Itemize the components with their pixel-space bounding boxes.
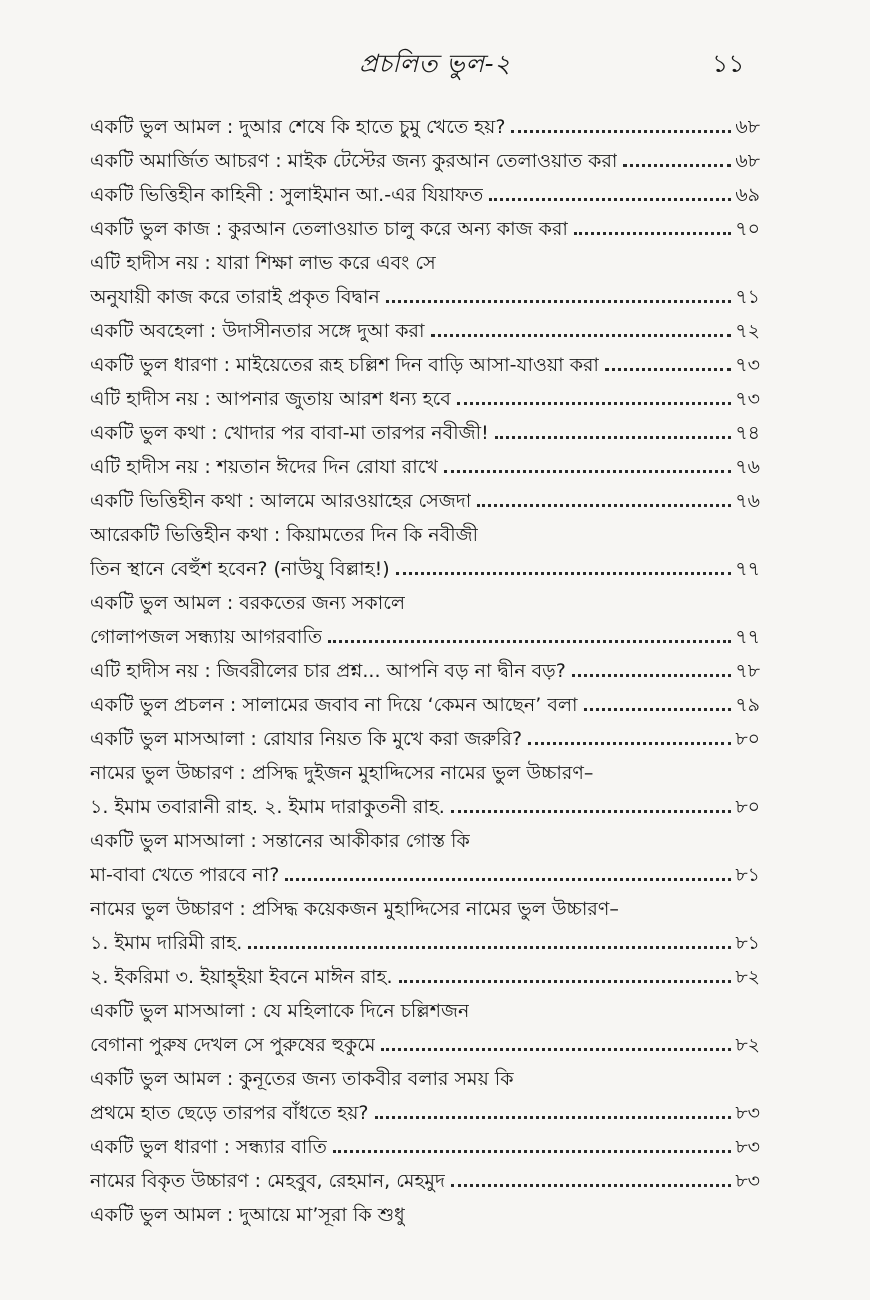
toc-entry-title: এটি হাদীস নয় : আপনার জুতায় আরশ ধন্য হবে [90,388,451,410]
toc-entry-page: ৮৩ [735,1102,760,1124]
toc-entry-page: ৬৯ [735,184,760,206]
toc-entry-title: ১. ইমাম দারিমী রাহ. [90,932,243,954]
toc-entry-title: একটি অমার্জিত আচরণ : মাইক টেস্টের জন্য কুরআন তেলাওয়াত করা [90,150,618,172]
toc-entry-title: একটি ভুল আমল : বরকতের জন্য সকালে [90,592,406,614]
toc-entry [90,756,760,790]
toc-leader-dots [584,708,732,711]
toc-entry-title: নামের বিকৃত উচ্চারণ : মেহবুব, রেহমান, মেহমুদ [90,1170,445,1192]
toc-entry-title: একটি ভুল মাসআলা : রোযার নিয়ত কি মুখে করা জরুরি? [90,728,523,750]
toc-entry [90,382,760,416]
toc-leader-dots [396,572,732,575]
toc-entry [90,416,760,450]
table-of-contents [90,110,760,1232]
toc-entry [90,280,760,314]
toc-entry-page: ৭৭ [735,558,760,580]
toc-entry [90,620,760,654]
toc-entry [90,790,760,824]
toc-entry-title: একটি ভুল কথা : খোদার পর বাবা-মা তারপর নবীজী! [90,422,489,444]
toc-entry-title: একটি অবহেলা : উদাসীনতার সঙ্গে দুআ করা [90,320,425,342]
toc-entry-page: ৭৬ [735,490,760,512]
toc-entry-title: গোলাপজল সন্ধ্যায় আগরবাতি [90,626,323,648]
toc-entry-title: একটি ভুল ধারণা : সন্ধ্যার বাতি [90,1136,327,1158]
toc-entry [90,484,760,518]
toc-leader-dots [605,368,731,371]
toc-leader-dots [431,334,732,337]
page-number: ১১ [712,49,745,78]
toc-leader-dots [451,1184,731,1187]
toc-leader-dots [489,198,731,201]
toc-leader-dots [477,504,731,507]
toc-entry [90,1062,760,1096]
toc-entry [90,1096,760,1130]
toc-entry [90,314,760,348]
toc-entry [90,892,760,926]
toc-entry-page: ৮২ [735,966,760,988]
toc-leader-dots [528,742,731,745]
toc-entry [90,348,760,382]
toc-entry-title: নামের ভুল উচ্চারণ : প্রসিদ্ধ দুইজন মুহাদ্দিসের নামের ভুল উচ্চারণ– [90,762,594,784]
toc-entry [90,722,760,756]
toc-entry-title: প্রথমে হাত ছেড়ে তারপর বাঁধতে হয়? [90,1102,369,1124]
toc-leader-dots [623,164,731,167]
toc-leader-dots [375,1116,732,1119]
toc-entry-title: একটি ভুল প্রচলন : সালামের জবাব না দিয়ে ‘কেমন আছেন’ বলা [90,694,578,716]
toc-entry-title: এটি হাদীস নয় : যারা শিক্ষা লাভ করে এবং সে [90,252,436,274]
toc-leader-dots [511,130,731,133]
running-title: প্রচলিত ভুল-২ [359,49,511,78]
toc-entry [90,110,760,144]
toc-entry-page: ৬৮ [735,116,760,138]
toc-entry-page: ৭৯ [735,694,760,716]
toc-entry [90,1164,760,1198]
toc-leader-dots [495,436,732,439]
toc-leader-dots [451,810,731,813]
toc-entry [90,1198,760,1232]
toc-entry-title: একটি ভুল আমল : দুআর শেষে কি হাতে চুমু খেতে হয়? [90,116,506,138]
toc-leader-dots [285,878,731,881]
toc-entry [90,450,760,484]
toc-entry-page: ৭৪ [735,422,760,444]
toc-leader-dots [457,402,731,405]
toc-entry-page: ৮১ [735,932,760,954]
toc-entry-title: আরেকটি ভিত্তিহীন কথা : কিয়ামতের দিন কি নবীজী [90,524,479,546]
toc-entry-title: অনুযায়ী কাজ করে তারাই প্রকৃত বিদ্বান [90,286,380,308]
toc-leader-dots [381,1048,731,1051]
toc-entry-title: একটি ভুল আমল : দুআয়ে মা’সূরা কি শুধু [90,1204,405,1226]
toc-entry [90,178,760,212]
toc-entry-title: একটি ভুল মাসআলা : সন্তানের আকীকার গোস্ত কি [90,830,470,852]
toc-leader-dots [399,980,732,983]
toc-leader-dots [574,232,731,235]
toc-entry-page: ৭৭ [735,626,760,648]
toc-entry [90,144,760,178]
toc-entry [90,994,760,1028]
toc-entry-title: একটি ভিত্তিহীন কথা : আলমে আরওয়াহের সেজদা [90,490,472,512]
toc-entry [90,824,760,858]
toc-entry-page: ৮২ [735,1034,760,1056]
toc-entry-title: ১. ইমাম তবারানী রাহ. ২. ইমাম দারাকুতনী রাহ. [90,796,445,818]
toc-entry [90,654,760,688]
toc-entry [90,212,760,246]
toc-entry [90,552,760,586]
toc-entry-page: ৮০ [735,728,760,750]
toc-entry-page: ৭১ [735,286,760,308]
toc-leader-dots [333,1150,731,1153]
toc-entry-page: ৬৮ [735,150,760,172]
toc-entry-page: ৭৩ [735,388,760,410]
toc-entry [90,1130,760,1164]
toc-entry-title: তিন স্থানে বেহুঁশ হবেন? (নাউযু বিল্লাহ!) [90,558,390,580]
toc-entry-title: নামের ভুল উচ্চারণ : প্রসিদ্ধ কয়েকজন মুহাদ্দিসের নামের ভুল উচ্চারণ– [90,898,619,920]
toc-entry [90,246,760,280]
toc-entry-page: ৮১ [735,864,760,886]
toc-entry [90,586,760,620]
toc-entry [90,688,760,722]
toc-entry [90,960,760,994]
toc-entry-page: ৭৬ [735,456,760,478]
toc-entry-title: মা-বাবা খেতে পারবে না? [90,864,280,886]
toc-entry-title: এটি হাদীস নয় : জিবরীলের চার প্রশ্ন... আপনি বড় না দ্বীন বড়? [90,660,566,682]
toc-leader-dots [328,640,731,643]
toc-entry-title: ২. ইকরিমা ৩. ইয়াহ্ইয়া ইবনে মাঈন রাহ. [90,966,393,988]
toc-leader-dots [572,674,732,677]
toc-entry [90,518,760,552]
toc-entry-title: একটি ভুল আমল : কুনূতের জন্য তাকবীর বলার সময় কি [90,1068,514,1090]
toc-leader-dots [444,470,731,473]
toc-entry-title: একটি ভিত্তিহীন কাহিনী : সুলাইমান আ.-এর যিয়াফত [90,184,484,206]
toc-entry-title: একটি ভুল কাজ : কুরআন তেলাওয়াত চালু করে অন্য কাজ করা [90,218,568,240]
toc-entry-page: ৮০ [735,796,760,818]
toc-entry [90,926,760,960]
toc-entry-page: ৭৩ [735,354,760,376]
toc-entry-title: বেগানা পুরুষ দেখল সে পুরুষের হুকুমে [90,1034,376,1056]
toc-entry [90,1028,760,1062]
toc-entry-title: এটি হাদীস নয় : শয়তান ঈদের দিন রোযা রাখে [90,456,438,478]
toc-leader-dots [248,946,731,949]
toc-entry-page: ৭২ [735,320,760,342]
toc-entry-page: ৭০ [735,218,760,240]
toc-entry-page: ৭৮ [735,660,760,682]
toc-entry-title: একটি ভুল মাসআলা : যে মহিলাকে দিনে চল্লিশজন [90,1000,470,1022]
toc-entry-title: একটি ভুল ধারণা : মাইয়েতের রূহ চল্লিশ দিন বাড়ি আসা-যাওয়া করা [90,354,599,376]
toc-entry [90,858,760,892]
toc-entry-page: ৮৩ [735,1170,760,1192]
toc-entry-page: ৮৩ [735,1136,760,1158]
toc-leader-dots [386,300,732,303]
